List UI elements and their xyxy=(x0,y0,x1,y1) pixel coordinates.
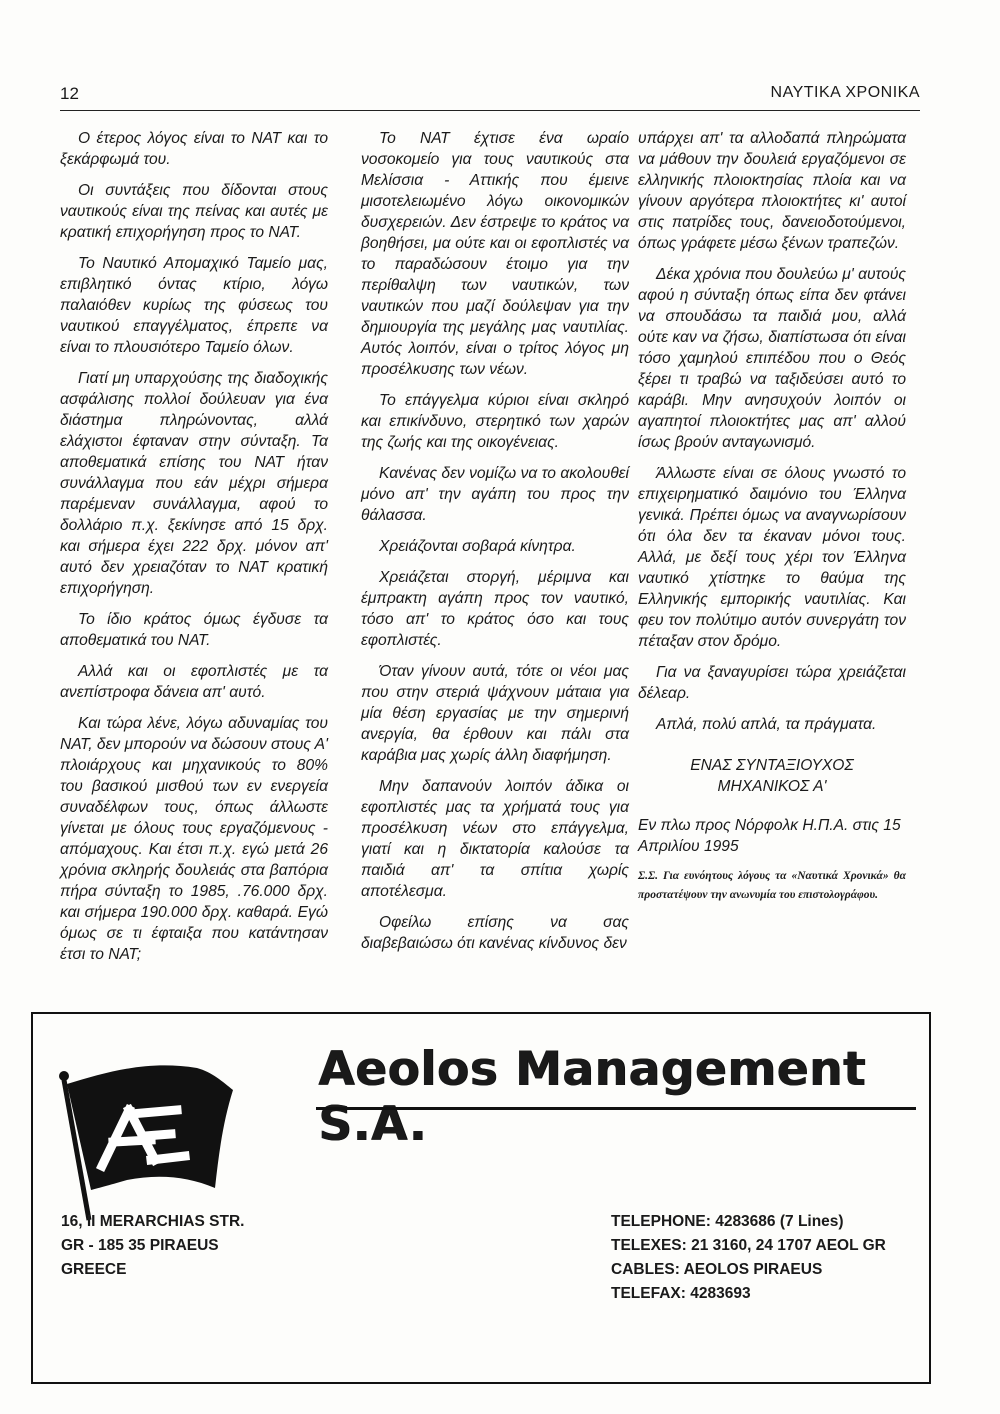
paragraph: Αλλά και οι εφοπλιστές με τα ανεπίστροφα δάνεια απ' αυτό. xyxy=(60,663,328,701)
paragraph: Κανένας δεν νομίζω να το ακολουθεί μόνο απ' την αγάπη του προς την θάλασσα. xyxy=(361,465,629,524)
article-column-1 xyxy=(60,128,328,975)
paragraph: Απλά, πολύ απλά, τα πράγματα. xyxy=(656,716,877,733)
paragraph: Το ΝΑΤ έχτισε ένα ωραίο νοσοκομείο για τους ναυτικούς στα Μελίσσια - Αττικής που έμεινε μισοτελειωμένο λόγω οικονομικών δυσχερειών. Δεν έστρεψε το κράτος να βοηθήσει, μα ούτε και οι εφοπλιστές να το παραδώσουν έτοιμο για την περίθαλψη των ναυτικών, των ναυτικών που μαζί δούλεψαν για την δημιουργία της μεγάλης μας ναυτιλίας. Αυτός λοιπόν, είναι ο τρίτος λόγος μη προσέλκυσης των νέων. xyxy=(361,130,629,378)
signature-line: ΜΗΧΑΝΙΚΟΣ Α' xyxy=(717,778,827,795)
paragraph: Ο έτερος λόγος είναι το ΝΑΤ και το ξεκάρφωμά του. xyxy=(60,130,328,168)
address-line: GREECE xyxy=(61,1261,127,1278)
page-number: 12 xyxy=(60,84,79,103)
address-line: 16, II MERARCHIAS STR. xyxy=(61,1213,245,1230)
editor-note: Σ.Σ. Για ευνόητους λόγους τα «Ναυτικά Χρονικά» θα προστατέψουν την ανωνυμία του επιστολογράφου. xyxy=(638,870,906,901)
dateline: Εν πλω προς Νόρφολκ Η.Π.Α. στις 15 Απριλίου 1995 xyxy=(638,817,901,855)
company-underline xyxy=(316,1107,916,1110)
company-address xyxy=(61,1210,244,1282)
contact-line: TELEXES: 21 3160, 24 1707 AEOL GR xyxy=(611,1237,886,1254)
advertisement-box xyxy=(31,1012,931,1384)
company-name: Aeolos Management S.A. xyxy=(318,1042,866,1152)
magazine-title: ΝΑΥΤΙΚΑ ΧΡΟΝΙΚΑ xyxy=(770,84,920,101)
article-column-3 xyxy=(638,128,906,905)
signature-line: ΕΝΑΣ ΣΥΝΤΑΞΙΟΥΧΟΣ xyxy=(690,757,854,774)
paragraph: Οι συντάξεις που δίδονται στους ναυτικούς είναι της πείνας και αυτές με κρατική επιχορήγηση προς το ΝΑΤ. xyxy=(60,182,328,241)
paragraph: υπάρχει απ' τα αλλοδαπά πληρώματα να μάθουν την δουλειά εργαζόμενοι σε ελληνικής πλοιοκτησίας πλοία και να γίνουν αργότερα πλοιοκτήτες κι' αυτοί στις πατρίδες τους, δανειοδοτούμενοι, όπως γράφετε μέσω ξένων τραπεζών. xyxy=(638,130,906,252)
paragraph: Άλλωστε είναι σε όλους γνωστό το επιχειρηματικό δαιμόνιο του Έλληνα γενικά. Πρέπει όμως να αναγνωρίσουν ότι όλα δεν τα έκαναν μόνοι τους. Αλλά, με δεξί τους χέρι τον Έλληνα ναυτικό χτίστηκε το θαύμα της Ελληνικής εμπορικής ναυτιλίας. Και φευ τον πολύτιμο αυτόν συνεργάτη τον πέταξαν στον δρόμο. xyxy=(638,465,906,650)
paragraph: Μην δαπανούν λοιπόν άδικα οι εφοπλιστές μας τα χρήματά τους για προσέλκυση νέων στο επάγγελμα, γιατί και η δικτατορία καλούσε τα παιδιά απ' τα σπίτια χωρίς αποτέλεσμα. xyxy=(361,778,629,900)
paragraph: Οφείλω επίσης να σας διαβεβαιώσω ότι κανένας κίνδυνος δεν xyxy=(361,914,629,952)
header-rule xyxy=(60,110,920,111)
contact-line: CABLES: AEOLOS PIRAEUS xyxy=(611,1261,823,1278)
author-signature xyxy=(638,755,906,797)
paragraph: Γιατί μη υπαρχούσης της διαδοχικής ασφάλισης πολλοί δούλευαν για ένα διάστημα πληρώνοντας, αλλά ελάχιστοι έφταναν στην σύνταξη. Τα αποθεματικά επίσης του ΝΑΤ ήταν συνάλλαγμα που εάν μέχρι σήμερα παρέμεναν συνάλλαγμα, αφού το δολλάριο π.χ. ξεκίνησε από 15 δρχ. και σήμερα έχει 222 δρχ. μόνον απ' αυτό δεν χρειαζόταν το ΝΑΤ κρατική επιχορήγηση. xyxy=(60,370,328,597)
contact-line: TELEFAX: 4283693 xyxy=(611,1285,751,1302)
paragraph: Χρειάζονται σοβαρά κίνητρα. xyxy=(379,538,576,555)
article-column-2 xyxy=(361,128,629,964)
address-line: GR - 185 35 PIRAEUS xyxy=(61,1237,219,1254)
page-header xyxy=(60,84,920,108)
paragraph: Και τώρα λένε, λόγω αδυναμίας του ΝΑΤ, δεν μπορούν να δώσουν στους Α' πλοιάρχους και μηχανικούς το 80% του βασικού μισθού των εν ενεργεία συναδέλφων τους, όπως άλλωστε γίνεται με όλους τους εργαζόμενους - απόμαχους. Και έτσι π.χ. εγώ μετά 26 χρόνια σκληρής δουλειάς στα βαπόρια πήρα σύνταξη το 1985, .76.000 δρχ. και σήμερα 190.000 δρχ. καθαρά. Εγώ όμως σε τι έφταιξα που κατάντησαν έτσι το ΝΑΤ; xyxy=(60,715,328,963)
paragraph: Το Ναυτικό Απομαχικό Ταμείο μας, επιβλητικό όντας κτίριο, λόγω παλαιόθεν κυρίως της φύσεως του ναυτικού επαγγέλματος, έπρεπε να είναι το πλουσιότερο Ταμείο όλων. xyxy=(60,255,328,356)
paragraph: Δέκα χρόνια που δουλεύω μ' αυτούς αφού η σύνταξη όπως είπα δεν φτάνει να σπουδάσω τα παιδιά μου, αλλά ούτε καν να ζήσω, διαπίστωσα ότι είναι τόσο χαμηλού επιπέδου που ο Θεός ξέρει τι τραβώ να ταξιδεύσει αυτό το καράβι. Μην ανησυχούν λοιπόν οι αγαπητοί πλοιοκτήτες μας απ' αλλού ίσως βρούν ανταγωνισμό. xyxy=(638,266,906,451)
contact-line: TELEPHONE: 4283686 (7 Lines) xyxy=(611,1213,844,1230)
paragraph: Το ίδιο κράτος όμως έγδυσε τα αποθεματικά του ΝΑΤ. xyxy=(60,611,328,649)
paragraph: Το επάγγελμα κύριοι είναι σκληρό και επικίνδυνο, στερητικό των χαρών της ζωής και της οικογένειας. xyxy=(361,392,629,451)
paragraph: Όταν γίνουν αυτά, τότε οι νέοι μας που στην στεριά ψάχνουν μάταια για μία θέση εργασίας με την σημερινή ανεργία, θα έρθουν και πάλι στα καράβια μας χωρίς άλλη διαφήμηση. xyxy=(361,663,629,764)
AE-monogram-flag-icon xyxy=(47,1042,237,1222)
paragraph: Χρειάζεται στοργή, μέριμνα και έμπρακτη αγάπη προς τον ναυτικό, τόσο απ' το κράτος όσο και τους εφοπλιστές. xyxy=(361,569,629,649)
company-contacts xyxy=(611,1210,886,1306)
paragraph: Για να ξαναγυρίσει τώρα χρειάζεται δέλεαρ. xyxy=(638,664,906,702)
